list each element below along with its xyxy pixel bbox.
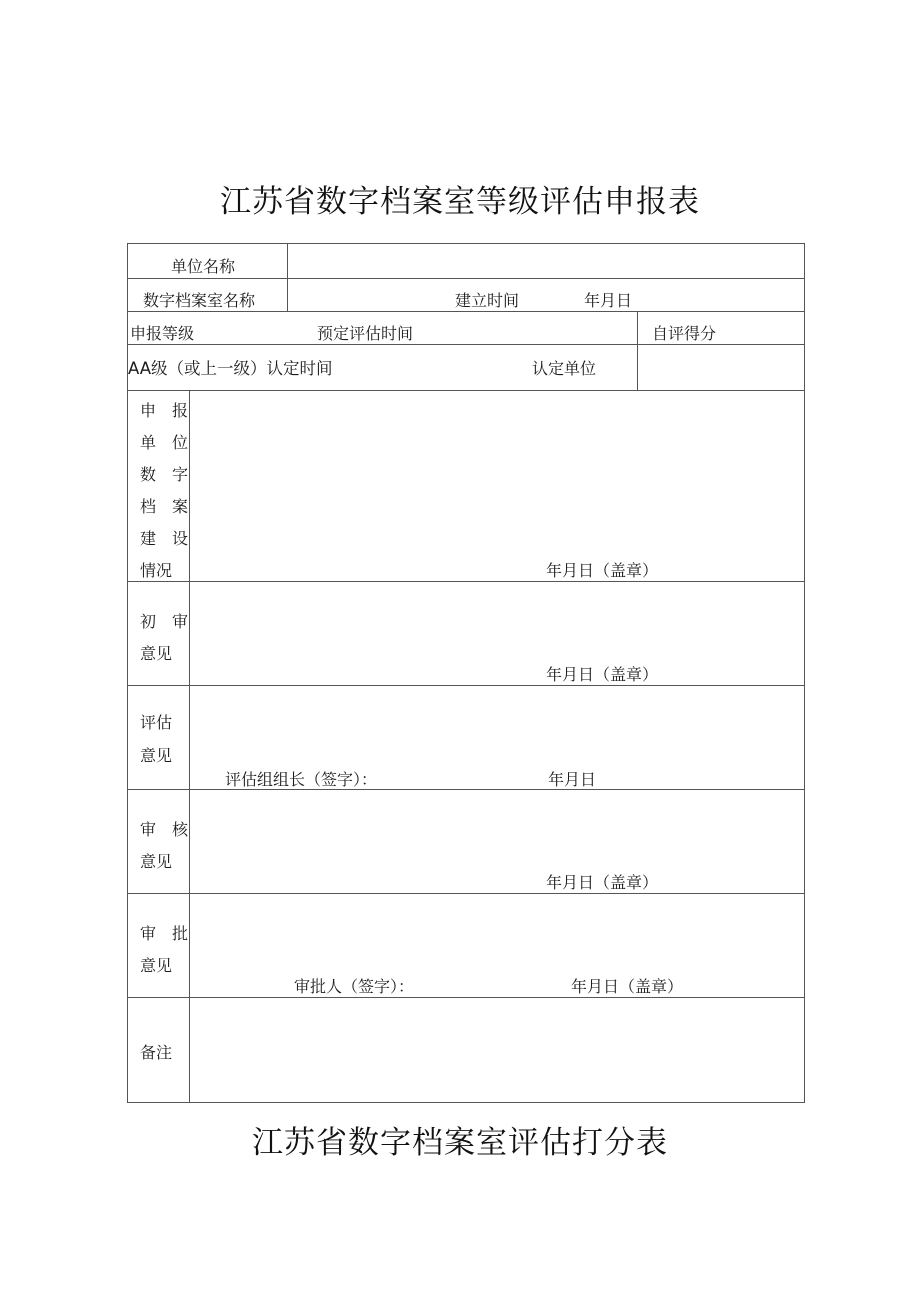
label-line: 意见 — [140, 746, 173, 765]
construction-date: 年月日（盖章） — [546, 561, 659, 580]
approval-field[interactable] — [192, 896, 802, 995]
prelim-date: 年月日（盖章） — [546, 665, 659, 684]
prelim-field[interactable] — [192, 584, 802, 683]
label-line: 审 批 — [140, 924, 189, 943]
label-line: 评估 — [140, 713, 173, 732]
column-divider — [287, 243, 288, 311]
row-divider — [127, 311, 805, 312]
grade-label: 申报等级 — [130, 324, 195, 343]
label-line: 档 案 — [140, 497, 189, 516]
row-divider — [127, 997, 805, 998]
review-date: 年月日（盖章） — [546, 873, 659, 892]
planned-eval-label: 预定评估时间 — [317, 324, 414, 343]
label-line: 建 设 — [140, 529, 189, 548]
eval-date: 年月日 — [548, 770, 597, 789]
row-divider — [127, 685, 805, 686]
column-divider — [637, 311, 638, 390]
construction-field[interactable] — [192, 393, 802, 579]
review-field[interactable] — [192, 792, 802, 891]
table-border-top — [127, 243, 805, 244]
aa-cert-label: AA级（或上一级）认定时间 — [128, 359, 333, 378]
table-border-bottom — [127, 1102, 805, 1103]
self-score-field[interactable] — [640, 347, 802, 388]
label-line: 申 报 — [140, 401, 189, 420]
approval-sign-label: 审批人（签字）： — [294, 977, 415, 996]
archive-name-label: 数字档案室名称 — [143, 291, 256, 310]
label-line: 意见 — [140, 852, 173, 871]
unit-name-field[interactable] — [290, 246, 802, 276]
label-line: 情况 — [140, 561, 173, 580]
self-score-label: 自评得分 — [652, 324, 717, 343]
row-divider — [127, 893, 805, 894]
label-line: 意见 — [140, 956, 173, 975]
row-divider — [127, 390, 805, 391]
next-form-title: 江苏省数字档案室评估打分表 — [252, 1125, 668, 1161]
eval-sign-label: 评估组组长（签字）： — [225, 770, 378, 789]
table-border-right — [804, 243, 805, 1103]
row-divider — [127, 278, 805, 279]
remarks-field[interactable] — [192, 1000, 802, 1100]
label-line: 初 审 — [140, 612, 189, 631]
row-divider — [127, 344, 805, 345]
label-line: 单 位 — [140, 433, 189, 452]
cert-unit-label: 认定单位 — [532, 359, 597, 378]
unit-name-label: 单位名称 — [171, 257, 236, 276]
label-line: 审 核 — [140, 820, 189, 839]
column-divider — [189, 390, 190, 1102]
established-date: 年月日 — [584, 291, 633, 310]
approval-date: 年月日（盖章） — [571, 977, 684, 996]
form-title: 江苏省数字档案室等级评估申报表 — [220, 184, 700, 220]
row-divider — [127, 581, 805, 582]
label-line: 意见 — [140, 644, 173, 663]
established-label: 建立时间 — [455, 291, 520, 310]
remarks-label: 备注 — [140, 1043, 173, 1062]
label-line: 数 字 — [140, 465, 189, 484]
